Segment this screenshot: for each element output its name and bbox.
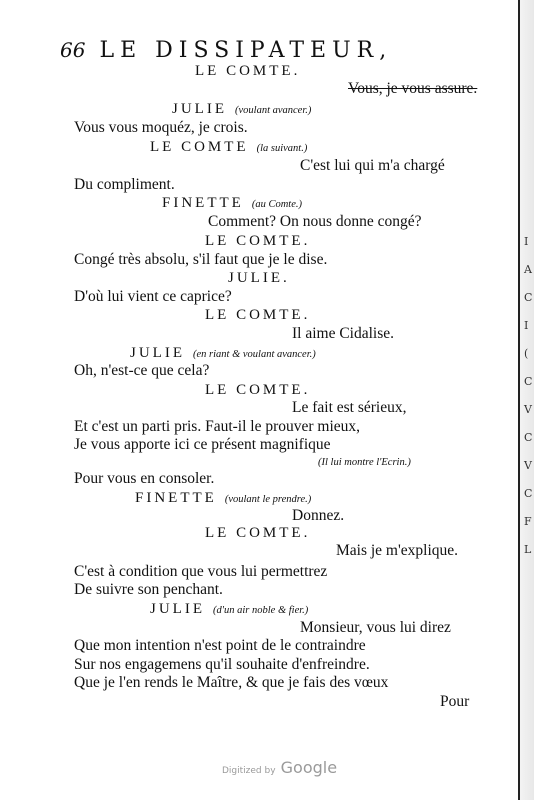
digitization-watermark [222,758,337,777]
speaker-name: LE COMTE. [205,525,311,541]
verse-line: Et c'est un parti pris. Faut-il le prouver mieux, [74,418,361,435]
speaker-name: FINETTE (au Comte.) [162,195,302,211]
running-header [60,38,392,63]
verse-line: Vous vous moquéz, je crois. [74,119,248,136]
edge-mark: C [524,431,533,444]
edge-mark: V [524,403,532,416]
stage-direction: (au Comte.) [251,199,302,210]
stage-direction: (en riant & voulant avancer.) [193,349,316,360]
stage-direction: (la suivant.) [256,143,308,154]
verse-line: Que je l'en rends le Maître, & que je fais des vœux [74,674,389,691]
watermark-brand: Google [280,758,338,777]
speaker-name: LE COMTE. [195,63,301,79]
speaker-name: JULIE (d'un air noble & fier.) [150,601,309,617]
verse-line: C'est lui qui m'a chargé [300,157,445,174]
adjacent-page-edge [518,0,534,800]
verse-line: D'où lui vient ce caprice? [74,288,232,305]
speaker-name: LE COMTE (la suivant.) [150,139,308,155]
verse-line: Vous, je vous assure. [348,80,478,97]
verse-line: Pour vous en consoler. [74,470,215,487]
verse-line: Le fait est sérieux, [292,399,407,416]
verse-line: Sur nos engagemens qu'il souhaite d'enfreindre. [74,656,370,673]
verse-line: Donnez. [292,507,345,524]
edge-mark: ( [524,347,529,360]
edge-mark: I [524,235,529,248]
edge-mark: C [524,291,533,304]
stage-direction: (voulant avancer.) [235,105,312,116]
verse-line: De suivre son penchant. [74,581,223,598]
edge-mark: C [524,487,533,500]
verse-line: Je vous apporte ici ce présent magnifique [74,436,331,453]
speaker-name: FINETTE (voulant le prendre.) [135,490,312,506]
catchword: Pour [440,693,470,710]
speaker-name: LE COMTE. [205,233,311,249]
verse-line: Oh, n'est-ce que cela? [74,362,210,379]
page-number: 66 [60,38,86,62]
running-title: LE DISSIPATEUR, [99,38,393,63]
verse-line: Que mon intention n'est point de le contraindre [74,637,366,654]
verse-line: C'est à condition que vous lui permettrez [74,563,328,580]
speaker-name: JULIE (voulant avancer.) [172,101,312,117]
edge-mark: V [524,459,532,472]
stage-direction: (voulant le prendre.) [224,494,312,505]
verse-line: Congé très absolu, s'il faut que je le dise. [74,251,328,268]
edge-mark: F [524,515,532,528]
speaker-name: JULIE (en riant & voulant avancer.) [130,345,316,361]
edge-mark: L [524,543,532,556]
verse-line: Comment? On nous donne congé? [208,213,422,230]
verse-line: Il aime Cidalise. [292,325,395,342]
verse-line: Monsieur, vous lui direz [300,619,451,636]
verse-line: Du compliment. [74,176,175,193]
edge-mark: A [524,263,532,276]
edge-mark: C [524,375,533,388]
verse-line: Mais je m'explique. [336,542,459,559]
speaker-name: LE COMTE. [205,307,311,323]
speaker-name: LE COMTE. [205,382,311,398]
watermark-prefix: Digitized by [222,766,276,776]
speaker-name: JULIE. [228,270,290,286]
stage-direction: (Il lui montre l'Ecrin.) [318,457,411,468]
stage-direction: (d'un air noble & fier.) [213,605,309,616]
edge-mark: I [524,319,529,332]
